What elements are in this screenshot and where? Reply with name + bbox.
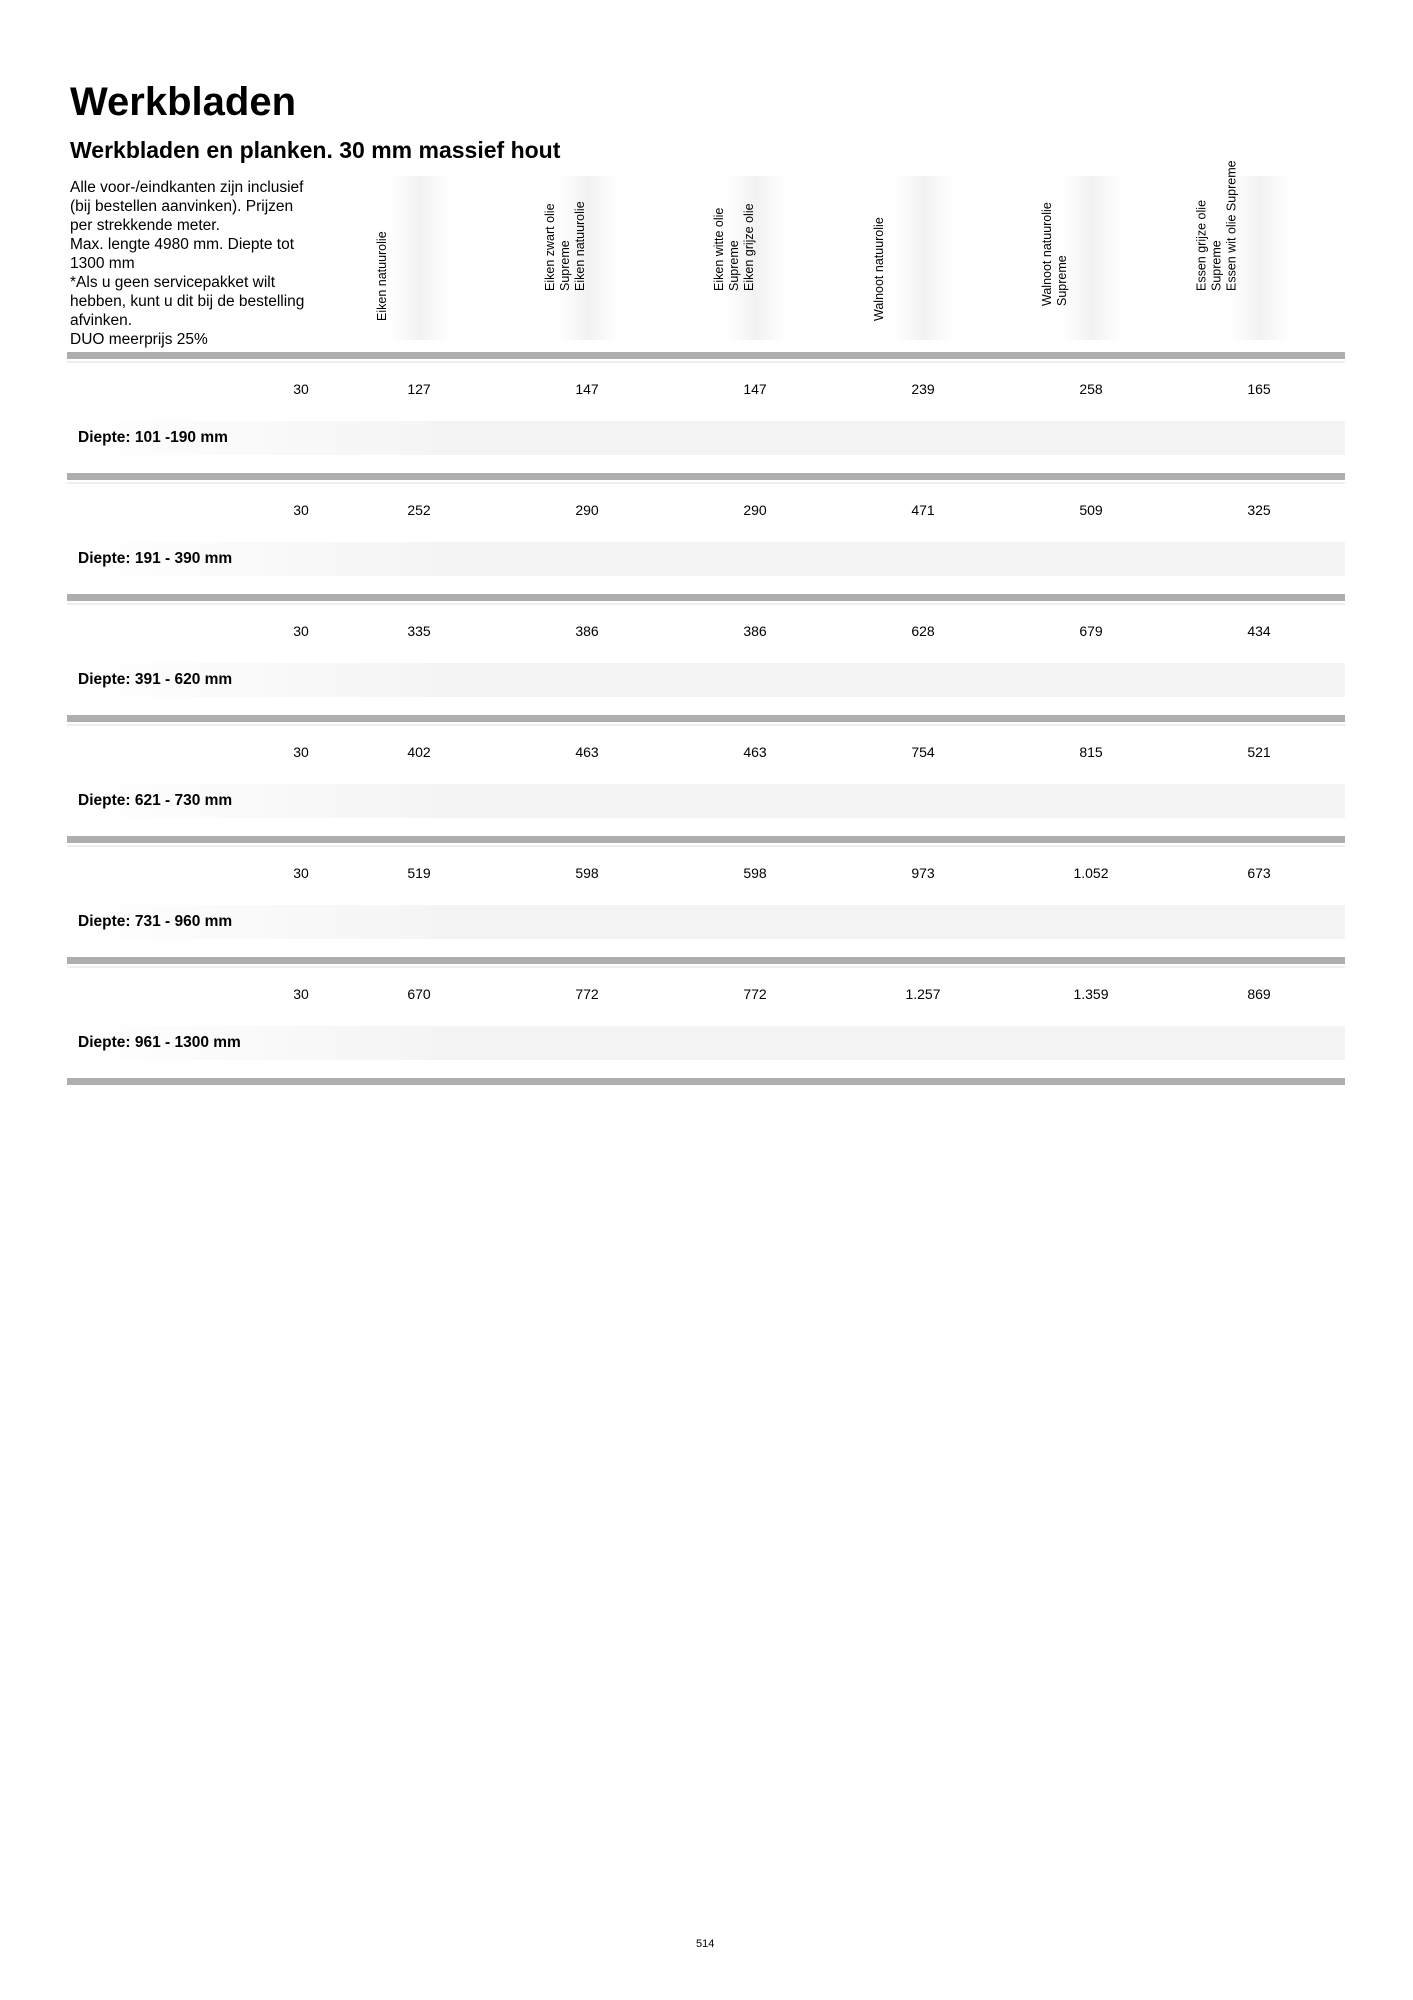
row-divider — [67, 836, 1345, 843]
depth-band — [67, 784, 1345, 818]
intro-line: Max. lengte 4980 mm. Diepte tot — [70, 236, 295, 253]
row-divider — [67, 352, 1345, 359]
price-cell: 335 — [407, 623, 431, 639]
row-divider-thin — [67, 482, 1345, 484]
price-cell: 147 — [743, 381, 767, 397]
thickness-cell: 30 — [293, 381, 309, 397]
intro-line: per strekkende meter. — [70, 217, 220, 234]
price-cell: 402 — [407, 744, 431, 760]
thickness-cell: 30 — [293, 865, 309, 881]
column-header — [375, 176, 450, 340]
price-cell: 258 — [1079, 381, 1103, 397]
price-cell: 679 — [1079, 623, 1103, 639]
thickness-cell: 30 — [293, 744, 309, 760]
price-cell: 463 — [743, 744, 767, 760]
column-header-line: Supreme — [727, 240, 742, 291]
intro-line: hebben, kunt u dit bij de bestelling — [70, 293, 305, 310]
thickness-cell: 30 — [293, 986, 309, 1002]
row-divider-thin — [67, 845, 1345, 847]
price-cell: 521 — [1247, 744, 1271, 760]
row-divider-thin — [67, 361, 1345, 363]
column-header — [1194, 160, 1290, 340]
price-cell: 434 — [1247, 623, 1271, 639]
price-cell: 165 — [1247, 381, 1271, 397]
depth-band — [67, 905, 1345, 939]
price-cell: 1.359 — [1073, 986, 1109, 1002]
row-divider — [67, 594, 1345, 601]
table-bottom-rule — [67, 1078, 1345, 1085]
row-divider-thin — [67, 724, 1345, 726]
column-header-line: Supreme — [1055, 255, 1070, 306]
column-header — [543, 176, 618, 340]
page-title: Werkbladen — [70, 80, 296, 124]
price-cell: 239 — [911, 381, 935, 397]
price-cell: 598 — [575, 865, 599, 881]
table-row — [0, 986, 1413, 1006]
price-cell: 815 — [1079, 744, 1103, 760]
column-header-line: Walnoot natuurolie — [1040, 202, 1055, 306]
price-cell: 1.257 — [905, 986, 941, 1002]
table-row — [0, 381, 1413, 401]
column-header — [712, 176, 786, 340]
price-cell: 290 — [575, 502, 599, 518]
column-header-line: Eiken grijze olie — [742, 203, 757, 291]
thickness-cell: 30 — [293, 623, 309, 639]
column-header-line: Eiken natuurolie — [375, 231, 390, 321]
depth-band — [67, 1026, 1345, 1060]
depth-band — [67, 421, 1345, 455]
table-row — [0, 744, 1413, 764]
page-subtitle: Werkbladen en planken. 30 mm massief hout — [70, 137, 561, 163]
row-divider-thin — [67, 603, 1345, 605]
price-cell: 147 — [575, 381, 599, 397]
column-header-text — [375, 231, 390, 321]
price-cell: 869 — [1247, 986, 1271, 1002]
price-cell: 325 — [1247, 502, 1271, 518]
column-header-line: Eiken zwart olie — [543, 203, 558, 291]
price-cell: 127 — [407, 381, 431, 397]
column-header-text — [1195, 160, 1240, 291]
column-header-line: Essen grijze olie — [1194, 199, 1209, 291]
price-cell: 973 — [911, 865, 935, 881]
row-divider — [67, 957, 1345, 964]
price-cell: 754 — [911, 744, 935, 760]
price-cell: 509 — [1079, 502, 1103, 518]
price-cell: 463 — [575, 744, 599, 760]
column-header-text — [712, 203, 757, 291]
price-cell: 386 — [743, 623, 767, 639]
row-divider — [67, 473, 1345, 480]
column-header-text — [1040, 202, 1070, 306]
table-row — [0, 865, 1413, 885]
column-header-text — [872, 217, 887, 321]
column-header-line: Walnoot natuurolie — [872, 217, 887, 321]
table-row — [0, 623, 1413, 643]
depth-label: Diepte: 391 - 620 mm — [78, 671, 233, 688]
depth-label: Diepte: 731 - 960 mm — [78, 913, 233, 930]
price-cell: 471 — [911, 502, 935, 518]
price-cell: 252 — [407, 502, 431, 518]
price-cell: 290 — [743, 502, 767, 518]
row-divider — [67, 715, 1345, 722]
table-row — [0, 502, 1413, 522]
intro-line: Alle voor-/eindkanten zijn inclusief — [70, 179, 304, 196]
column-header — [1040, 176, 1122, 340]
price-cell: 628 — [911, 623, 935, 639]
intro-line: afvinken. — [70, 312, 133, 329]
price-cell: 772 — [575, 986, 599, 1002]
intro-line: 1300 mm — [70, 255, 135, 272]
depth-label: Diepte: 191 - 390 mm — [78, 550, 233, 567]
price-cell: 598 — [743, 865, 767, 881]
depth-label: Diepte: 961 - 1300 mm — [78, 1034, 241, 1051]
depth-band — [67, 542, 1345, 576]
column-header-line: Essen wit olie Supreme — [1224, 160, 1239, 291]
depth-label: Diepte: 101 -190 mm — [78, 429, 228, 446]
price-cell: 519 — [407, 865, 431, 881]
price-cell: 673 — [1247, 865, 1271, 881]
intro-line: *Als u geen servicepakket wilt — [70, 274, 276, 291]
intro-line: DUO meerprijs 25% — [70, 331, 208, 348]
price-cell: 1.052 — [1073, 865, 1109, 881]
column-header-line: Eiken witte olie — [712, 207, 727, 291]
depth-label: Diepte: 621 - 730 mm — [78, 792, 233, 809]
price-cell: 670 — [407, 986, 431, 1002]
column-header-line: Supreme — [1209, 240, 1224, 291]
column-header — [872, 176, 954, 340]
column-header-text — [543, 201, 588, 291]
price-cell: 772 — [743, 986, 767, 1002]
page-number: 514 — [696, 1938, 715, 1950]
thickness-cell: 30 — [293, 502, 309, 518]
row-divider-thin — [67, 966, 1345, 968]
column-header-line: Eiken natuurolie — [573, 201, 588, 291]
intro-line: (bij bestellen aanvinken). Prijzen — [70, 198, 294, 215]
column-header-line: Supreme — [558, 240, 573, 291]
price-cell: 386 — [575, 623, 599, 639]
depth-band — [67, 663, 1345, 697]
intro-notes — [70, 178, 340, 349]
